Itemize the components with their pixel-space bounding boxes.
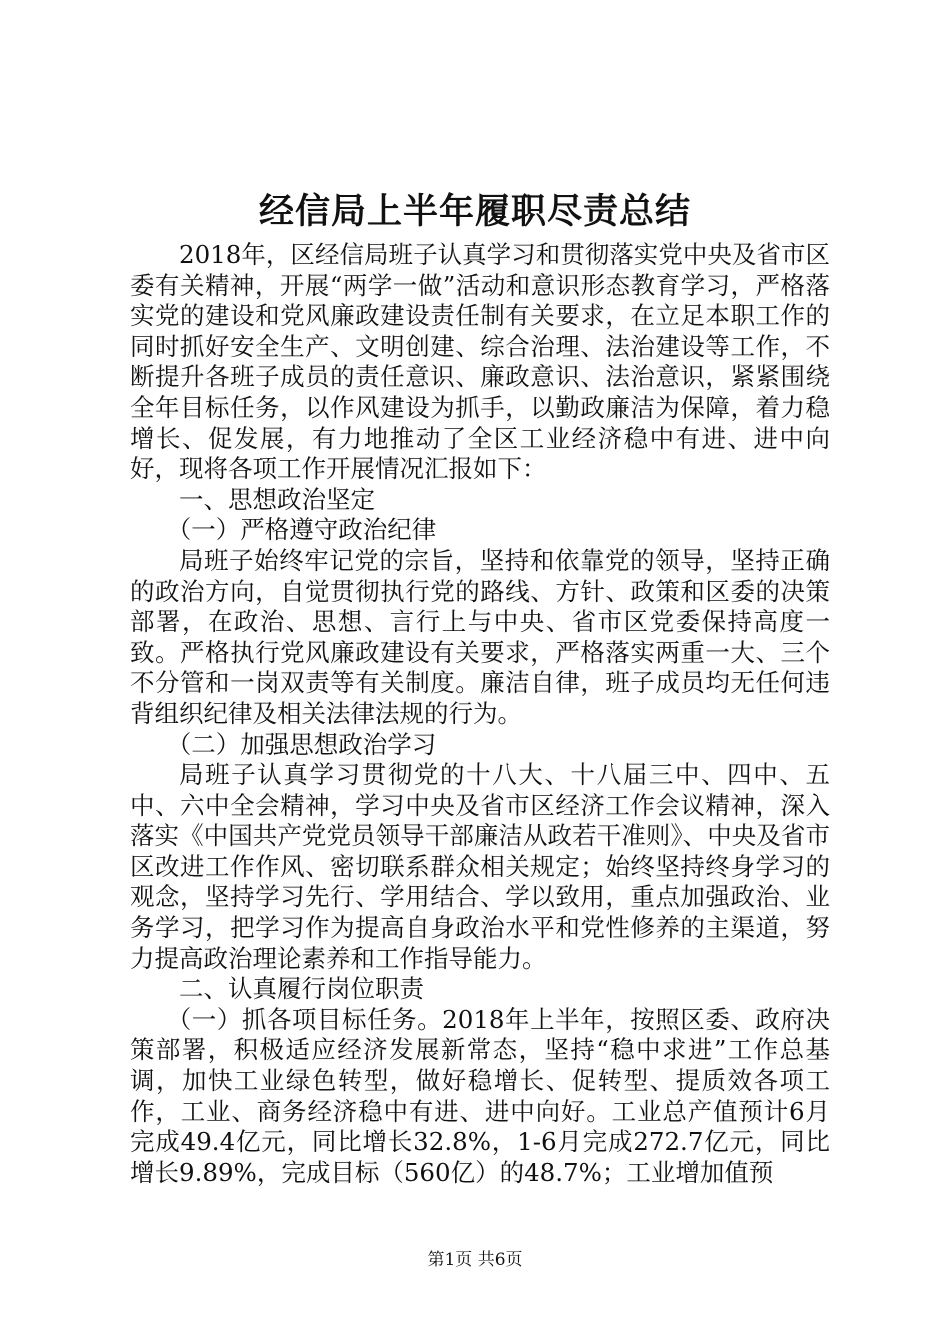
section-heading-1: 一、思想政治坚定 (179, 484, 375, 514)
intro-paragraph: 2018年，区经信局班子认真学习和贯彻落实党中央及省市区委有关精神，开展“两学一做”活动和意识形态教育学习，严格落实党的建设和党风廉政建设责任制有关要求，在立足本职工作的同时抓好安全生产、文明创建、综合治理、法治建设等工作，不断提升各班子成员的责任意识、廉政意识、法治意识，紧紧围绕全年目标任务，以作风建设为抓手，以勤政廉洁为保障，着力稳增长、促发展，有力地推动了全区工业经济稳中有进、进中向好，现将各项工作开展情况汇报如下： (130, 240, 830, 484)
body-paragraph: 局班子认真学习贯彻党的十八大、十八届三中、四中、五中、六中全会精神，学习中央及省市区经济工作会议精神，深入落实《中国共产党党员领导干部廉洁从政若干准则》、中央及省市区改进工作作风、密切联系群众相关规定；始终坚持终身学习的观念，坚持学习先行、学用结合、学以致用，重点加强政治、业务学习，把学习作为提高自身政治水平和党性修养的主渠道，努力提高政治理论素养和工作指导能力。 (130, 760, 830, 973)
body-paragraph: 局班子始终牢记党的宗旨，坚持和依靠党的领导，坚持正确的政治方向，自觉贯彻执行党的路线、方针、政策和区委的决策部署，在政治、思想、言行上与中央、省市区党委保持高度一致。严格执行党风廉政建设有关要求，严格落实两重一大、三个不分管和一岗双责等有关制度。廉洁自律，班子成员均无任何违背组织纪律及相关法律法规的行为。 (130, 545, 830, 728)
body-paragraph: （一）抓各项目标任务。2018年上半年，按照区委、政府决策部署，积极适应经济发展新常态，坚持“稳中求进”工作总基调，加快工业绿色转型，做好稳增长、促转型、提质效各项工作，工业、商务经济稳中有进、进中向好。工业总产值预计6月完成49.4亿元，同比增长32.8%，1-6月完成272.7亿元，同比增长9.89%，完成目标（560亿）的48.7%；工业增加值预 (130, 1004, 830, 1187)
subsection-heading-1-1: （一）严格遵守政治纪律 (166, 515, 437, 545)
page-number-footer: 第1页 共6页 (427, 1250, 523, 1270)
document-title: 经信局上半年履职尽责总结 (258, 191, 691, 232)
subsection-heading-1-2: （二）加强思想政治学习 (166, 729, 437, 759)
document-body (130, 240, 830, 1188)
section-heading-2: 二、认真履行岗位职责 (179, 974, 424, 1004)
